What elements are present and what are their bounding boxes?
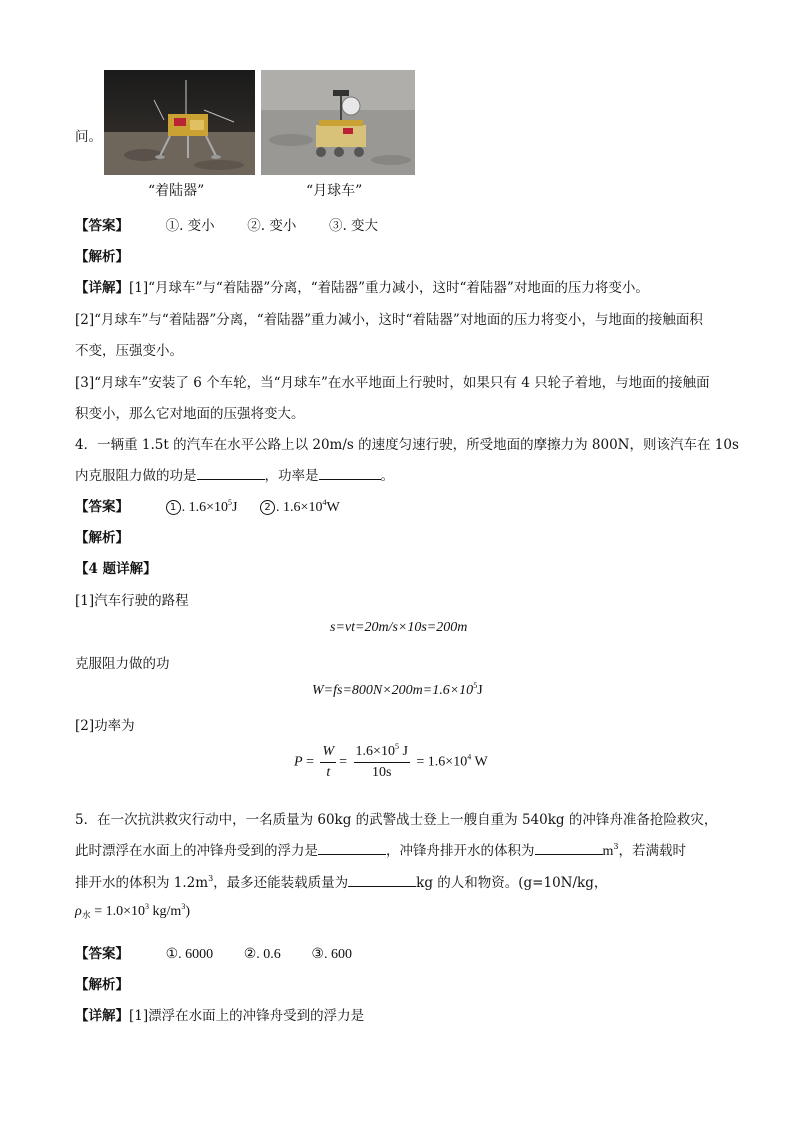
circled-two-icon: 2: [260, 500, 275, 515]
q5-stem-b1: 此时漂浮在水面上的冲锋舟受到的浮力是: [75, 843, 318, 859]
fraction-w-over-t: [320, 744, 336, 781]
value-numerator-base: 1.6×10: [355, 744, 395, 759]
density-close: ): [185, 904, 190, 919]
q4-blank-1[interactable]: [197, 465, 265, 480]
value-numerator-unit: J: [398, 744, 408, 759]
power-result: = 1.6×10: [416, 754, 468, 770]
detail-label: 【详解】: [75, 280, 129, 296]
q4-equation-3: P = $\frac{W}{t}$ = $\frac{1.6\times 10^5 J}{10s}$ = $1.6\times 10^4$ W: [294, 742, 488, 780]
q3-detail-3a: [3]“月球车”安装了 6 个车轮，当“月球车”在水平地面上行驶时，如果只有 4 只轮子着地，与地面的接触面: [75, 375, 710, 391]
power-symbol: P: [294, 754, 303, 770]
q3-detail-2a: [2]“月球车”与“着陆器”分离，“着陆器”重力减小，这时“着陆器”对地面的压力将变小，与地面的接触面积: [75, 312, 703, 328]
q4-answer-2: . $1.6\times 10^4W$: [276, 498, 340, 515]
q3-answer-1: ①. 变小: [165, 218, 215, 234]
q5-stem-c: [75, 871, 607, 891]
q5-unit-m-exp: 3: [613, 842, 619, 851]
power-result-exp: 4: [467, 752, 472, 762]
q4-answer-2-base: 1.6×10: [283, 500, 323, 515]
density-unit-exp: 3: [181, 902, 186, 911]
q4-stem-b1: 内克服阻力做的功是: [75, 468, 197, 484]
fraction-value-denominator: 10s: [372, 765, 392, 780]
detail-label: 【详解】: [75, 1008, 129, 1024]
fraction-denominator: t: [326, 765, 331, 780]
fraction-values: [354, 744, 410, 781]
q4-blank-2[interactable]: [319, 465, 381, 480]
q4-stem-b: [75, 464, 394, 484]
q5-stem-a: 5．在一次抗洪救灾行动中，一名质量为 60kg 的武警战士登上一艘自重为 540kg 的冲锋舟准备抢险救灾，: [75, 812, 718, 828]
q5-stem-c1: 排开水的体积为 1.2m: [75, 875, 209, 891]
q5-stem-c3: kg 的人和物资。(g=10N/kg，: [416, 875, 608, 891]
answer-label: 【答案】: [75, 946, 129, 962]
q5-blank-1[interactable]: [318, 840, 386, 855]
intro-tail: 问。: [75, 129, 102, 145]
q4-equation-2-main: W=fs=800N×200m=1.6×10: [312, 683, 474, 698]
q5-answer-1: ①. 6000: [165, 947, 214, 962]
q4-equation-2-unit: J: [477, 683, 483, 698]
q3-detail-1-text: [1]“月球车”与“着陆器”分离，“着陆器”重力减小，这时“着陆器”对地面的压力将变小。: [129, 280, 649, 296]
q3-answer-row: [75, 214, 378, 234]
q4-answer-1-exp: 5: [228, 498, 232, 507]
q5-density-line: [75, 904, 190, 920]
density-unit: kg/m: [149, 904, 182, 919]
answer-label: 【答案】: [75, 218, 129, 234]
q4-answer-1-unit: J: [232, 500, 238, 515]
q5-stem-b: [75, 839, 686, 860]
value-numerator-exp: 5: [394, 742, 399, 751]
q5-detail-1-text: [1]漂浮在水面上的冲锋舟受到的浮力是: [129, 1008, 365, 1024]
density-symbol: ρ: [75, 904, 82, 919]
q5-analysis-label: 【解析】: [75, 977, 129, 993]
rover-photo: [261, 70, 415, 175]
density-exp: 3: [145, 902, 150, 911]
q4-stem-b2: ，功率是: [264, 468, 319, 484]
q4-answer-1: . $1.6\times 10^5J$: [181, 498, 238, 515]
lander-photo: [104, 70, 255, 175]
fraction-value-numerator: [354, 744, 410, 763]
q4-line-2: 克服阻力做的功: [75, 656, 170, 672]
q5-blank-2[interactable]: [535, 840, 603, 855]
q3-detail-1: [75, 276, 649, 296]
q4-answer-2-unit: W: [326, 500, 340, 515]
q5-stem-b2: ，冲锋舟排开水的体积为: [386, 843, 535, 859]
q4-answer-1-base: 1.6×10: [188, 500, 228, 515]
q4-stem-a: 4．一辆重 1.5t 的汽车在水平公路上以 20m/s 的速度匀速行驶，所受地面的摩擦力为 800N，则该汽车在 10s: [75, 437, 739, 453]
q4-answer-2-exp: 4: [322, 498, 327, 507]
q5-unit-m: m: [602, 844, 614, 859]
q4-stem-b3: 。: [380, 468, 394, 484]
circled-one-icon: 1: [166, 500, 181, 515]
rover-caption: “月球车”: [306, 183, 363, 199]
q3-detail-3b: 积变小，那么它对地面的压强将变大。: [75, 406, 305, 422]
q5-answer-row: [75, 942, 352, 963]
q3-detail-2b: 不变，压强变小。: [75, 343, 183, 359]
q3-answer-3: ③. 变大: [328, 218, 379, 234]
q5-answer-2: ②. 0.6: [243, 947, 281, 962]
q4-equation-1: s=vt=20m/s×10s=200m: [330, 620, 468, 635]
q5-stem-c2: ，最多还能装载质量为: [213, 875, 349, 891]
power-result-unit: W: [471, 754, 488, 770]
q3-answer-2: ②. 变小: [247, 218, 297, 234]
q5-blank-3[interactable]: [348, 872, 416, 887]
q4-line-1: [1]汽车行驶的路程: [75, 593, 189, 609]
fraction-numerator: W: [320, 744, 336, 763]
q4-equation-2: [312, 683, 483, 699]
q5-detail-1: [75, 1004, 364, 1024]
q5-answer-3: ③. 600: [311, 947, 352, 962]
lander-caption: “着陆器”: [148, 183, 205, 199]
density-subscript: 水: [81, 910, 91, 920]
q5-stem-c1-exp: 3: [208, 874, 214, 883]
q4-line-3: [2]功率为: [75, 718, 135, 734]
density-value: = 1.0×10: [90, 904, 146, 919]
q4-answer-row: [75, 495, 340, 516]
q4-analysis-label: 【解析】: [75, 530, 129, 546]
q5-stem-b4: ，若满载时: [618, 843, 686, 859]
answer-label: 【答案】: [75, 499, 129, 515]
q4-detail-label: 【4 题详解】: [75, 561, 157, 577]
q3-analysis-label: 【解析】: [75, 249, 129, 265]
q4-equation-2-exp: 5: [473, 681, 478, 690]
